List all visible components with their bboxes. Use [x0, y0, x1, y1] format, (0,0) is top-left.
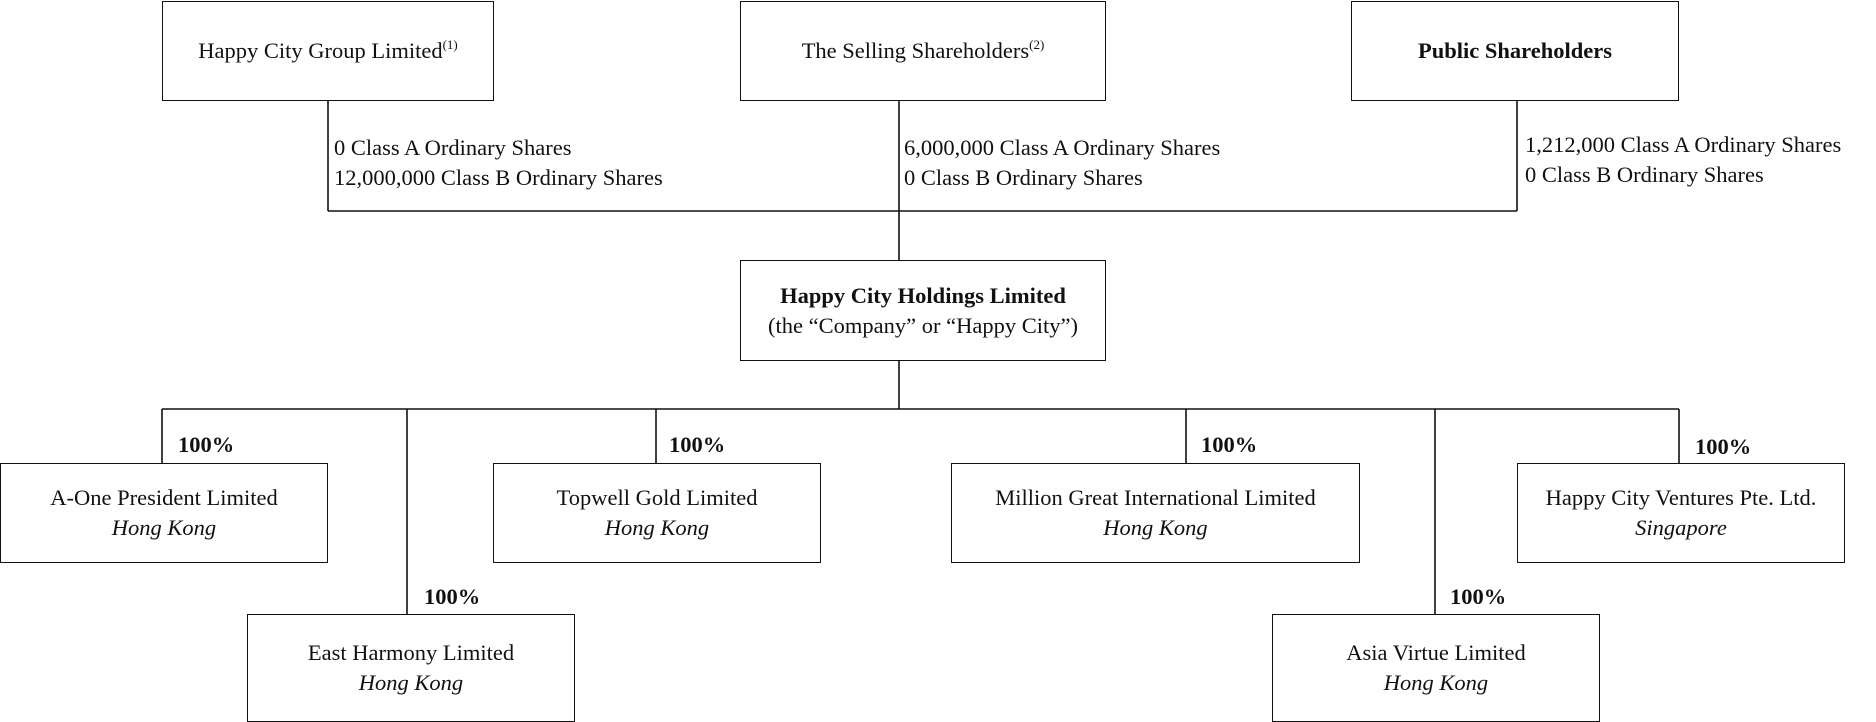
footnote-marker: (1): [442, 37, 458, 52]
footnote-marker: (2): [1029, 37, 1045, 52]
subsidiary-place: Hong Kong: [1383, 670, 1489, 695]
subsidiary-name: East Harmony Limited: [307, 640, 515, 665]
subsidiary-name: Happy City Ventures Pte. Ltd.: [1545, 485, 1817, 510]
subsidiary-box-ventures: [1517, 463, 1845, 563]
shareholder-box-public: [1351, 1, 1679, 101]
ownership-pct-east-harmony: 100%: [424, 584, 481, 609]
holding-selling: [904, 133, 1220, 193]
shareholder-selling-label: [802, 36, 1045, 66]
company-alias: (the “Company” or “Happy City”): [768, 312, 1078, 338]
shareholder-selling-name: The Selling Shareholders: [801, 38, 1030, 63]
holding-selling-class-a: 6,000,000 Class A Ordinary Shares: [904, 135, 1221, 160]
subsidiary-name: A-One President Limited: [50, 485, 278, 510]
shareholder-box-selling: [740, 1, 1106, 101]
subsidiary-box-a-one: [0, 463, 328, 563]
subsidiary-name: Topwell Gold Limited: [556, 485, 758, 510]
subsidiary-name: Asia Virtue Limited: [1346, 640, 1526, 665]
holding-public-class-b: 0 Class B Ordinary Shares: [1525, 162, 1764, 187]
holding-group-class-b: 12,000,000 Class B Ordinary Shares: [334, 165, 663, 190]
holding-group-class-a: 0 Class A Ordinary Shares: [334, 135, 572, 160]
subsidiary-box-topwell: [493, 463, 821, 563]
subsidiary-place: Hong Kong: [358, 670, 464, 695]
company-name: Happy City Holdings Limited: [780, 282, 1066, 308]
holding-group: [334, 133, 663, 193]
subsidiary-box-million-great: [951, 463, 1360, 563]
subsidiary-name: Million Great International Limited: [995, 485, 1316, 510]
shareholder-group-name: Happy City Group Limited: [198, 38, 443, 63]
subsidiary-box-east-harmony: [247, 614, 575, 722]
ownership-pct-million-great: 100%: [1201, 432, 1258, 457]
shareholder-public-name: Public Shareholders: [1418, 38, 1612, 63]
holding-selling-class-b: 0 Class B Ordinary Shares: [904, 165, 1143, 190]
company-box: [740, 260, 1106, 361]
shareholder-group-label: [198, 36, 458, 66]
subsidiary-place: Hong Kong: [604, 515, 710, 540]
holding-public: [1525, 130, 1841, 190]
ownership-pct-ventures: 100%: [1695, 434, 1752, 459]
subsidiary-place: Singapore: [1635, 515, 1727, 540]
ownership-pct-topwell: 100%: [669, 432, 726, 457]
subsidiary-place: Hong Kong: [1103, 515, 1208, 540]
subsidiary-box-asia-virtue: [1272, 614, 1600, 722]
shareholder-box-group: [162, 1, 494, 101]
ownership-pct-a-one: 100%: [178, 432, 235, 457]
holding-public-class-a: 1,212,000 Class A Ordinary Shares: [1525, 132, 1842, 157]
subsidiary-place: Hong Kong: [111, 515, 217, 540]
ownership-pct-asia-virtue: 100%: [1450, 584, 1507, 609]
